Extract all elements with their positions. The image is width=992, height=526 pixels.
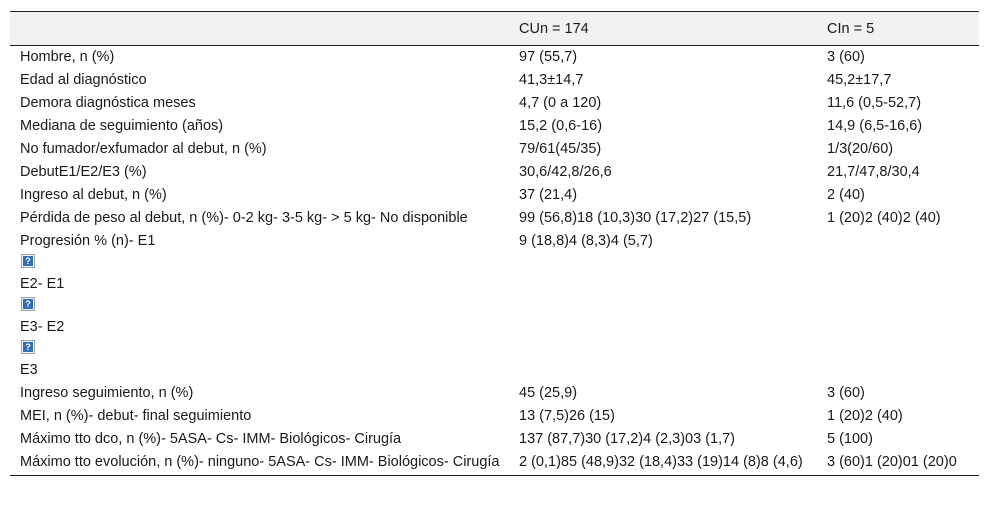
table-row [10,382,979,405]
header-cu: CUn = 174 [509,12,817,46]
table-row [10,115,979,138]
broken-image-icon [21,340,35,354]
broken-image-icon [21,297,35,311]
row-label: MEI, n (%)- debut- final seguimiento [20,408,252,424]
question-mark-icon: ? [23,342,33,352]
clinical-data-table [10,11,979,476]
row-ci-value: 1 (20)2 (40) [827,408,903,424]
row-label: Pérdida de peso al debut, n (%)- 0-2 kg- 3-5 kg- > 5 kg- No disponible [20,210,468,226]
table-row-progression [10,230,979,382]
table-row [10,451,979,476]
row-ci-value: 3 (60) [827,49,865,65]
row-ci-value: 3 (60) [827,385,865,401]
row-ci-value: 5 (100) [827,431,873,447]
row-ci-value: 21,7/47,8/30,4 [827,164,920,180]
progression-line: Progresión % (n)- E1 [20,233,156,249]
row-label: Demora diagnóstica meses [20,95,196,111]
row-cu-value: 37 (21,4) [519,187,578,203]
row-label: Ingreso seguimiento, n (%) [20,385,194,401]
row-label: DebutE1/E2/E3 (%) [20,164,147,180]
row-cu-value: 2 (0,1)85 (48,9)32 (18,4)33 (19)14 (8)8 (4,6) [509,451,817,476]
table-header-row [10,12,979,46]
row-label: Máximo tto dco, n (%)- 5ASA- Cs- IMM- Biológicos- Cirugía [20,431,402,447]
row-cu-value: 13 (7,5)26 (15) [519,408,615,424]
data-table-container [10,11,979,476]
table-row [10,92,979,115]
row-ci-value: 1 (20)2 (40)2 (40) [827,210,941,226]
row-label: Mediana de seguimiento (años) [20,118,224,134]
table-row [10,46,979,70]
row-label: No fumador/exfumador al debut, n (%) [20,141,267,157]
row-ci-value: 14,9 (6,5-16,6) [827,118,923,134]
progression-line: E2- E1 [20,276,65,292]
header-variable [10,12,509,46]
row-cu-value: 41,3±14,7 [519,72,584,88]
header-ci: CIn = 5 [817,12,979,46]
table-row [10,69,979,92]
broken-image-icon [21,254,35,268]
row-ci-value [817,230,979,382]
table-row [10,428,979,451]
progression-line: E3 [20,362,38,378]
table-row [10,138,979,161]
row-cu-value: 97 (55,7) [519,49,578,65]
table-row [10,184,979,207]
table-row [10,161,979,184]
question-mark-icon: ? [23,299,33,309]
row-label: Máximo tto evolución, n (%)- ninguno- 5ASA- Cs- IMM- Biológicos- Cirugía [10,451,509,476]
row-cu-value: 9 (18,8)4 (8,3)4 (5,7) [519,233,653,249]
row-cu-value: 79/61(45/35) [519,141,602,157]
row-label: Hombre, n (%) [20,49,115,65]
progression-line: E3- E2 [20,319,65,335]
table-row [10,405,979,428]
row-cu-value: 30,6/42,8/26,6 [519,164,612,180]
row-cu-value: 99 (56,8)18 (10,3)30 (17,2)27 (15,5) [519,210,752,226]
row-ci-value: 11,6 (0,5-52,7) [827,95,922,111]
row-label: Edad al diagnóstico [20,72,147,88]
question-mark-icon: ? [23,256,33,266]
row-cu-value: 45 (25,9) [519,385,578,401]
table-row [10,207,979,230]
row-ci-value: 1/3(20/60) [827,141,894,157]
row-ci-value: 3 (60)1 (20)01 (20)0 [817,451,979,476]
row-ci-value: 2 (40) [827,187,865,203]
row-cu-value: 4,7 (0 a 120) [519,95,602,111]
progression-label-cell [10,230,509,382]
row-label: Ingreso al debut, n (%) [20,187,167,203]
row-cu-value: 15,2 (0,6-16) [519,118,603,134]
row-ci-value: 45,2±17,7 [827,72,892,88]
row-cu-value: 137 (87,7)30 (17,2)4 (2,3)03 (1,7) [519,431,736,447]
